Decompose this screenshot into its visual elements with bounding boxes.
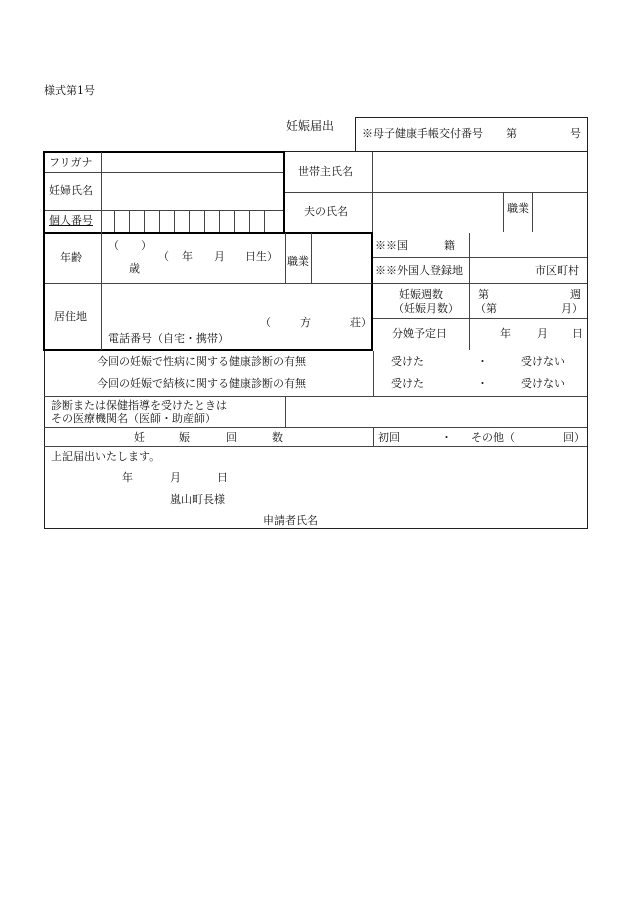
- birth-tsuki: 月: [214, 250, 225, 263]
- shokugyo-label: 職業: [507, 202, 529, 215]
- shusu-dai: 第: [478, 288, 489, 301]
- kaisu-dot: ・: [441, 431, 452, 444]
- tel-label: 電話番号（自宅・携帯）: [108, 332, 229, 345]
- footer-nen: 年: [122, 471, 133, 484]
- kaisu-label-2: 娠: [179, 431, 190, 444]
- kaisu-label-1: 妊: [134, 431, 145, 444]
- birth-open: （: [158, 250, 169, 263]
- form-number: 様式第1号: [44, 84, 95, 97]
- gaikoku-label: ※※外国人登録地: [375, 264, 463, 277]
- nenrei-label: 年齢: [60, 251, 82, 264]
- birth-nen: 年: [182, 250, 193, 263]
- kokuseki-seki: 籍: [444, 239, 455, 252]
- kenshin1-dot: ・: [477, 355, 488, 368]
- kokuseki-label: ※※国: [375, 239, 408, 252]
- nenrei-paren: （ ）: [108, 239, 152, 252]
- kata-so: 荘）: [350, 316, 372, 329]
- yotei-hi: 日: [572, 327, 583, 340]
- shusu-label1: 妊娠週数: [399, 288, 443, 301]
- shusu-label2: （妊娠月数）: [393, 302, 459, 315]
- nenrei-sai: 歳: [129, 262, 140, 275]
- kata-open: （: [260, 316, 271, 329]
- addressee: 嵐山町長様: [170, 493, 225, 506]
- shusu-tsuki: 月）: [561, 302, 583, 315]
- shusu-dai2: （第: [475, 302, 497, 315]
- kojin-bango-cells[interactable]: [101, 210, 284, 232]
- kaisu-label-4: 数: [272, 431, 283, 444]
- kaisu-kai: 回）: [563, 431, 585, 444]
- kenshin2-yes[interactable]: 受けた: [391, 377, 424, 390]
- kaisu-label-3: 回: [226, 431, 237, 444]
- setainushi-label: 世帯主氏名: [298, 165, 353, 178]
- kaisu-other[interactable]: その他（: [471, 431, 515, 444]
- yotei-label: 分娩予定日: [392, 327, 447, 340]
- kenshin1-text: 今回の妊娠で性病に関する健康診断の有無: [97, 355, 306, 368]
- kojin-bango-label: 個人番号: [49, 214, 93, 227]
- form-title: 妊娠届出: [286, 119, 335, 133]
- kenshin2-no[interactable]: 受けない: [521, 377, 565, 390]
- yotei-nen: 年: [500, 327, 511, 340]
- kenshin1-no[interactable]: 受けない: [521, 355, 565, 368]
- boshi-number-dai: 第: [506, 127, 517, 140]
- applicant-label: 申請者氏名: [263, 514, 318, 527]
- kata-kata: 方: [300, 316, 311, 329]
- iryokikan-line2: その医療機関名（医師・助産師）: [51, 412, 216, 425]
- statement: 上記届出いたします。: [51, 450, 161, 463]
- otto-label: 夫の氏名: [304, 205, 348, 218]
- shokugyo2-label: 職業: [287, 255, 309, 268]
- shusu-shu: 週: [570, 288, 581, 301]
- furigana-label: フリガナ: [49, 156, 93, 169]
- kenshin2-text: 今回の妊娠で結核に関する健康診断の有無: [97, 377, 306, 390]
- iryokikan-line1: 診断または保健指導を受けたときは: [51, 399, 227, 412]
- kenshin1-yes[interactable]: 受けた: [391, 355, 424, 368]
- footer-tsuki: 月: [170, 471, 181, 484]
- yotei-tsuki: 月: [537, 327, 548, 340]
- kyojuchi-label: 居住地: [54, 310, 87, 323]
- footer-hi: 日: [217, 471, 228, 484]
- boshi-number-go: 号: [570, 127, 581, 140]
- kenshin2-dot: ・: [477, 377, 488, 390]
- boshi-number-label: ※母子健康手帳交付番号: [362, 127, 483, 140]
- kaisu-first[interactable]: 初回: [378, 431, 400, 444]
- birth-hi: 日生）: [245, 250, 278, 263]
- gaikoku-value: 市区町村: [535, 264, 579, 277]
- ninpu-name-label: 妊婦氏名: [49, 184, 93, 197]
